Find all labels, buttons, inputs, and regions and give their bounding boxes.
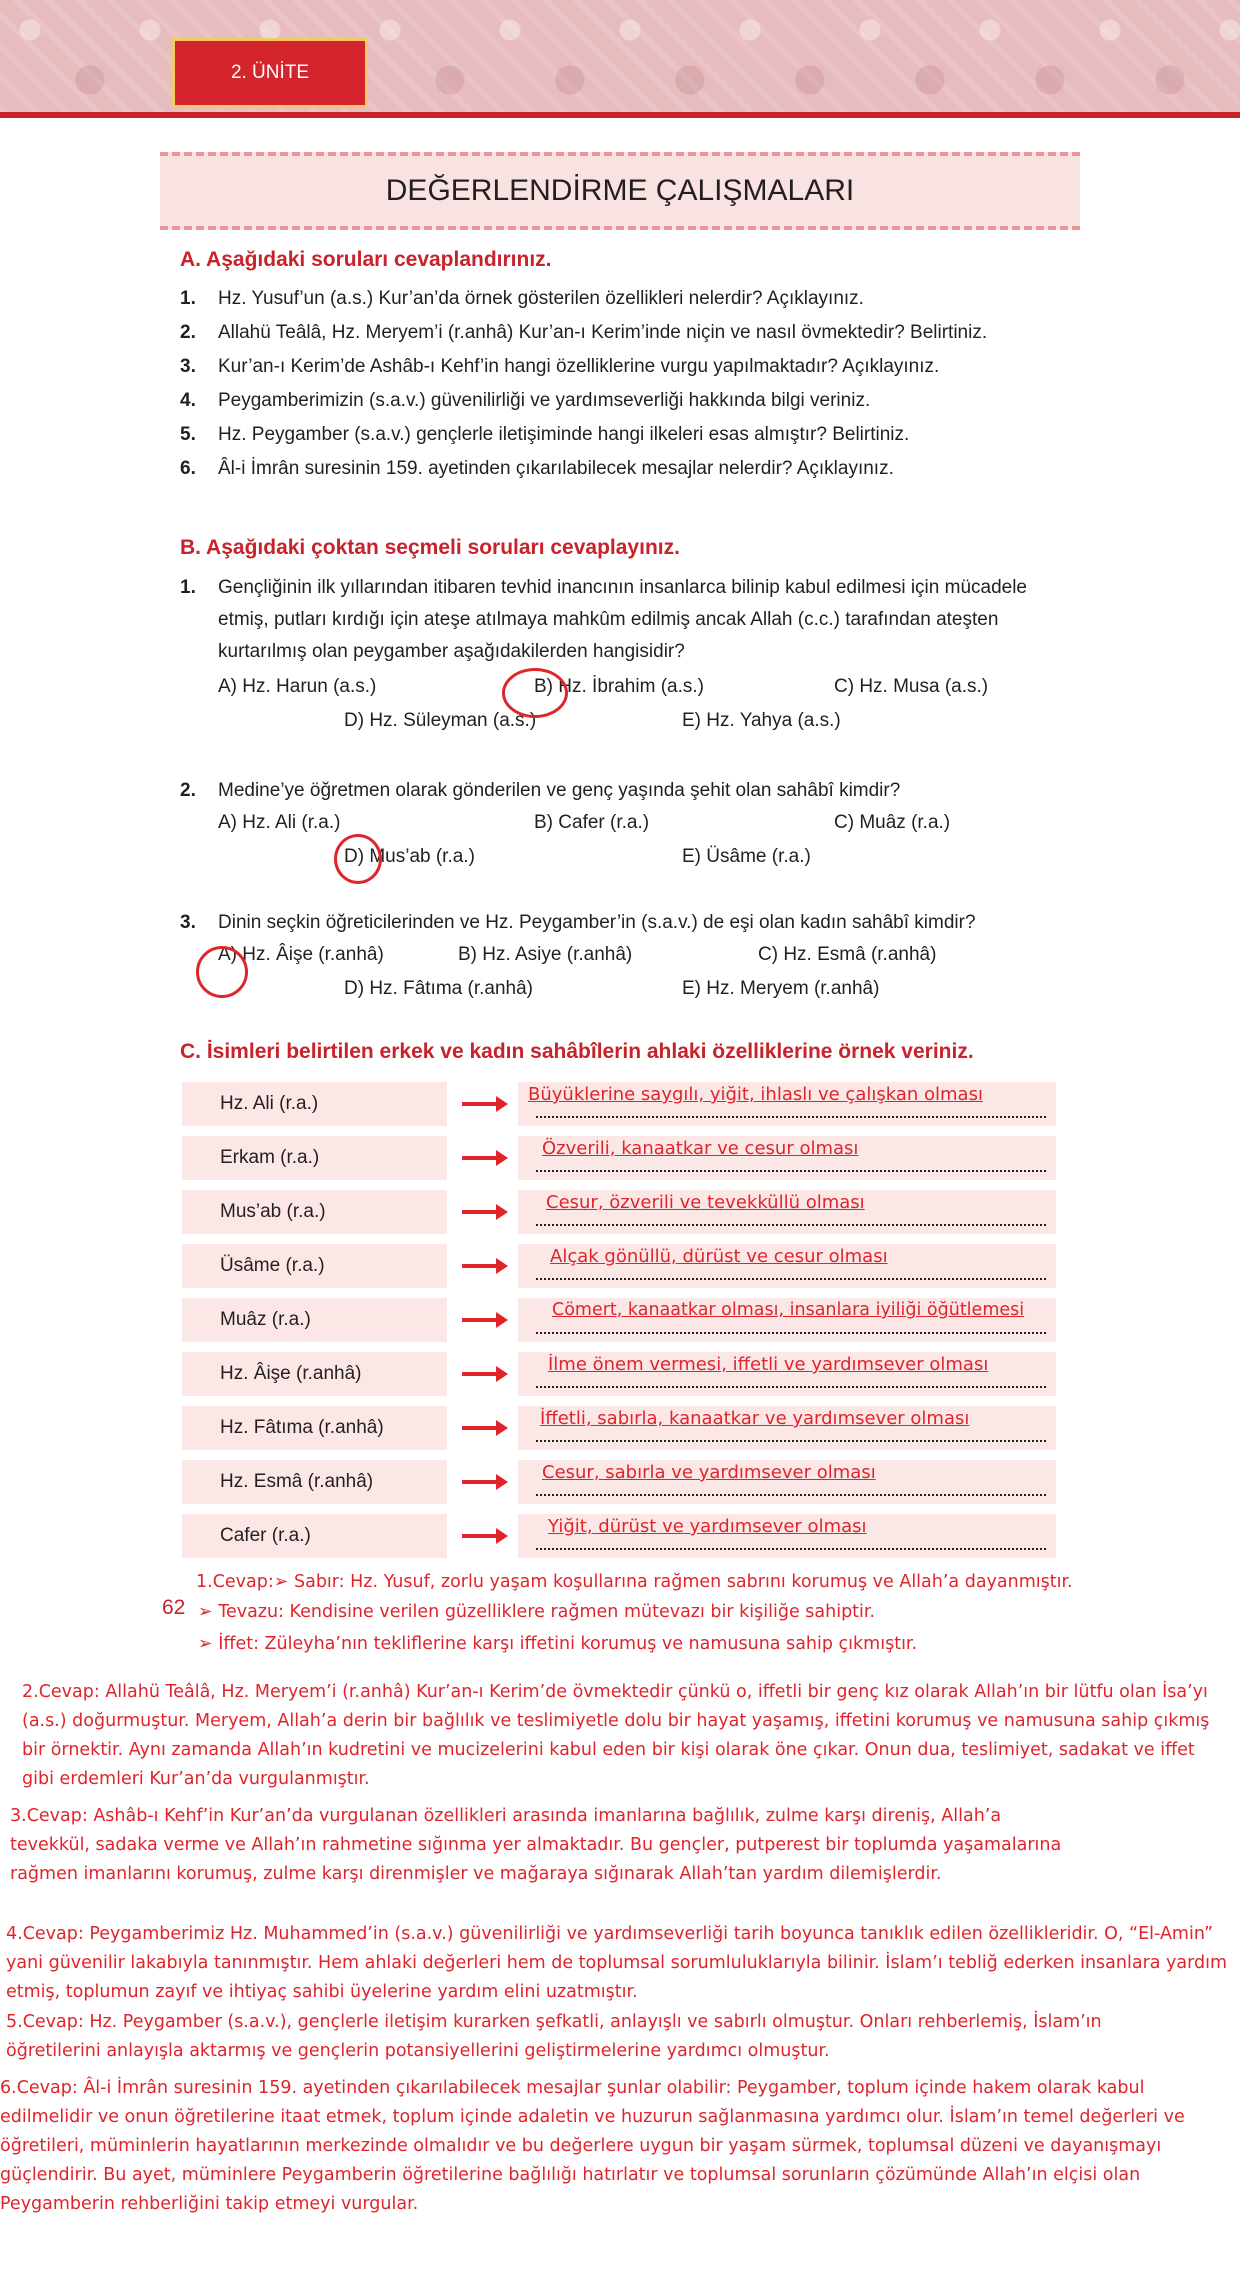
question-number: 4. <box>180 390 196 411</box>
option-c[interactable]: C) Hz. Musa (a.s.) <box>834 676 989 697</box>
answer-circle-mark <box>502 668 568 718</box>
arrow-icon <box>462 1264 502 1268</box>
question-text: Hz. Peygamber (s.a.v.) gençlerle iletişiminde hangi ilkeleri esas almıştır? Belirtiniz. <box>218 424 910 445</box>
option-b[interactable]: B) Hz. İbrahim (a.s.) <box>534 676 704 697</box>
answer-field[interactable] <box>518 1298 1056 1342</box>
arrow-icon <box>462 1426 502 1430</box>
option-d[interactable]: D) Mus’ab (r.a.) <box>344 846 475 867</box>
question-number: 3. <box>180 912 196 933</box>
answer-field[interactable] <box>518 1082 1056 1126</box>
section-c-heading: C. İsimleri belirtilen erkek ve kadın sahâbîlerin ahlaki özelliklerine örnek veriniz. <box>180 1040 974 1063</box>
answer-4: 4.Cevap: Peygamberimiz Hz. Muhammed’in (s.a.v.) güvenilirliği ve yardımseverliği tarih boyunca tanıklık edilen özellikleridir. O, “El-Amin” yani güvenilir lakabıyla tanınmıştır. Hem ahlaki değerleri hem de toplumsal sorumluluklarıyla bilinir. İslam’ı tebliğ ederken insanlara yardım etmiş, toplumun zayıf ve ihtiyaç sahibi üyelerine yardım elini uzatmıştır. <box>6 1924 1228 2002</box>
option-a[interactable]: A) Hz. Harun (a.s.) <box>218 676 377 697</box>
question-number: 2. <box>180 322 196 343</box>
handwritten-answer: İffetli, sabırla, kanaatkar ve yardımsever olması <box>540 1408 970 1429</box>
question-text: Kur’an-ı Kerim’de Ashâb-ı Kehf’in hangi özelliklerine vurgu yapılmaktadır? Açıklayınız. <box>218 356 940 377</box>
option-a[interactable]: A) Hz. Âişe (r.anhâ) <box>218 944 384 965</box>
answer-5: 5.Cevap: Hz. Peygamber (s.a.v.), gençlerle iletişim kurarken şefkatli, anlayışlı ve sabırlı olmuştur. Onları rehberlemiş, İslam’ın öğretilerini anlayışla aktarmış ve gençlerin potansiyellerini geliştirmelerine yardımcı olmuştur. <box>6 2012 1102 2061</box>
handwritten-answer: Alçak gönüllü, dürüst ve cesur olması <box>550 1246 888 1267</box>
unit-label: 2. ÜNİTE <box>172 38 368 108</box>
question-text: Hz. Yusuf’un (a.s.) Kur’an’da örnek gösterilen özellikleri nelerdir? Açıklayınız. <box>218 288 864 309</box>
companion-name: Hz. Esmâ (r.anhâ) <box>182 1460 447 1504</box>
handwritten-answer: Büyüklerine saygılı, yiğit, ihlaslı ve çalışkan olması <box>528 1084 983 1105</box>
companion-name: Hz. Âişe (r.anhâ) <box>182 1352 447 1396</box>
companion-name: Cafer (r.a.) <box>182 1514 447 1558</box>
handwritten-answer: Cesur, özverili ve tevekküllü olması <box>546 1192 865 1213</box>
arrow-icon <box>462 1156 502 1160</box>
handwritten-answer: Özverili, kanaatkar ve cesur olması <box>542 1138 859 1159</box>
answer-1-line: 1.Cevap:➢ Sabır: Hz. Yusuf, zorlu yaşam koşullarına rağmen sabrını korumuş ve Allah’a dayanmıştır. <box>196 1572 1073 1592</box>
companion-name: Hz. Ali (r.a.) <box>182 1082 447 1126</box>
question-number: 6. <box>180 458 196 479</box>
companion-name: Mus’ab (r.a.) <box>182 1190 447 1234</box>
question-number: 1. <box>180 288 196 309</box>
companion-name: Erkam (r.a.) <box>182 1136 447 1180</box>
section-a-heading: A. Aşağıdaki soruları cevaplandırınız. <box>180 248 552 271</box>
answer-2: 2.Cevap: Allahü Teâlâ, Hz. Meryem’i (r.anhâ) Kur’an-ı Kerim’de övmektedir çünkü o, iffetli bir genç kız olarak Allah’ın bir lütfu olan İsa’yı (a.s.) doğurmuştur. Meryem, Allah’a derin bir bağlılık ve teslimiyetle dolu bir hayat yaşamış, iffetini korumuş ve namusuna sahip çıkmış bir örnektir. Aynı zamanda Allah’ın kudretini ve mucizelerini kabul eden bir kişi olarak öne çıkar. Onun dua, teslimiyet, sadakat ve iffet gibi erdemleri Kur’an’da vurgulanmıştır. <box>22 1682 1210 1789</box>
handwritten-answer: Cömert, kanaatkar olması, insanlara iyiliği öğütlemesi <box>552 1300 1025 1320</box>
arrow-icon <box>462 1534 502 1538</box>
option-a[interactable]: A) Hz. Ali (r.a.) <box>218 812 341 833</box>
answer-field[interactable] <box>518 1514 1056 1558</box>
question-number: 1. <box>180 577 196 598</box>
option-e[interactable]: E) Hz. Yahya (a.s.) <box>682 710 841 731</box>
question-number: 3. <box>180 356 196 377</box>
answer-field[interactable] <box>518 1244 1056 1288</box>
answer-circle-mark <box>334 834 382 884</box>
page-number: 62 <box>162 1596 186 1619</box>
companion-name: Üsâme (r.a.) <box>182 1244 447 1288</box>
question-text: Gençliğinin ilk yıllarından itibaren tevhid inancının insanlarca bilinip kabul edilmesi için mücadele etmiş, putları kırdığı için ateşe atılmaya mahkûm edilmiş ancak Allah (c.c.) tarafından ateşten kurtarılmış olan peygamber aşağıdakilerden hangisidir? <box>218 577 1027 662</box>
answer-field[interactable] <box>518 1406 1056 1450</box>
answer-3: 3.Cevap: Ashâb-ı Kehf’in Kur’an’da vurgulanan özellikleri arasında imanlarına bağlılık, zulme karşı direniş, Allah’a tevekkül, sadaka verme ve Allah’ın rahmetine sığınma yer almaktadır. Bu gençler, putperest bir toplumda yaşamalarına rağmen imanlarını korumuş, zulme karşı direnmişler ve mağaraya sığınarak Allah’tan yardım dilemişlerdir. <box>10 1806 1062 1884</box>
arrow-icon <box>462 1102 502 1106</box>
arrow-icon <box>462 1372 502 1376</box>
section-b-heading: B. Aşağıdaki çoktan seçmeli soruları cevaplayınız. <box>180 536 680 559</box>
question-text: Medine’ye öğretmen olarak gönderilen ve genç yaşında şehit olan sahâbî kimdir? <box>218 780 901 801</box>
question-text: Dinin seçkin öğreticilerinden ve Hz. Peygamber’in (s.a.v.) de eşi olan kadın sahâbî kimdir? <box>218 912 976 933</box>
option-b[interactable]: B) Hz. Asiye (r.anhâ) <box>458 944 633 965</box>
answer-field[interactable] <box>518 1352 1056 1396</box>
question-text: Peygamberimizin (s.a.v.) güvenilirliği ve yardımseverliği hakkında bilgi veriniz. <box>218 390 871 411</box>
companion-name: Hz. Fâtıma (r.anhâ) <box>182 1406 447 1450</box>
answer-field[interactable] <box>518 1460 1056 1504</box>
answer-field[interactable] <box>518 1190 1056 1234</box>
header-divider <box>0 112 1240 118</box>
arrow-icon <box>462 1318 502 1322</box>
answer-field[interactable] <box>518 1136 1056 1180</box>
option-c[interactable]: C) Muâz (r.a.) <box>834 812 951 833</box>
answer-6: 6.Cevap: Âl-i İmrân suresinin 159. ayetinden çıkarılabilecek mesajlar şunlar olabilir: Peygamber, toplum içinde hakem olarak kabul edilmelidir ve onun öğretilerine itaat etmek, toplum içinde adaletin ve huzurun sağlanmasına yardımcı olur. İslam’ın temel değerleri ve öğretileri, müminlerin hayatlarının merkezinde olmalıdır ve bu değerlere uygun bir yaşam sürmek, toplumsal düzeni ve dayanışmayı güçlendirir. Bu ayet, müminlere Peygamberin öğretilerine bağlılığı hatırlatır ve toplumsal sorunların çözümünde Allah’ın elçisi olan Peygamberin rehberliğini takip etmeyi vurgular. <box>0 2078 1185 2214</box>
question-text: Âl-i İmrân suresinin 159. ayetinden çıkarılabilecek mesajlar nelerdir? Açıklayınız. <box>218 458 894 479</box>
option-d[interactable]: D) Hz. Fâtıma (r.anhâ) <box>344 978 533 999</box>
option-b[interactable]: B) Cafer (r.a.) <box>534 812 650 833</box>
arrow-icon <box>462 1480 502 1484</box>
option-e[interactable]: E) Hz. Meryem (r.anhâ) <box>682 978 880 999</box>
answer-1-line: ➢ İffet: Züleyha’nın tekliflerine karşı iffetini korumuş ve namusuna sahip çıkmıştır. <box>198 1634 918 1654</box>
answer-circle-mark <box>196 946 248 998</box>
option-e[interactable]: E) Üsâme (r.a.) <box>682 846 811 867</box>
question-number: 5. <box>180 424 196 445</box>
option-d[interactable]: D) Hz. Süleyman (a.s.) <box>344 710 537 731</box>
handwritten-answer: İlme önem vermesi, iffetli ve yardımsever olması <box>548 1354 989 1375</box>
companion-name: Muâz (r.a.) <box>182 1298 447 1342</box>
page-title: DEĞERLENDİRME ÇALIŞMALARI <box>160 152 1080 230</box>
arrow-icon <box>462 1210 502 1214</box>
handwritten-answer: Cesur, sabırla ve yardımsever olması <box>542 1462 876 1483</box>
question-number: 2. <box>180 780 196 801</box>
option-c[interactable]: C) Hz. Esmâ (r.anhâ) <box>758 944 937 965</box>
answer-1-line: ➢ Tevazu: Kendisine verilen güzelliklere rağmen mütevazı bir kişiliğe sahiptir. <box>198 1602 876 1622</box>
handwritten-answer: Yiğit, dürüst ve yardımsever olması <box>548 1516 867 1537</box>
question-text: Allahü Teâlâ, Hz. Meryem’i (r.anhâ) Kur’an-ı Kerim’inde niçin ve nasıl övmektedir? Belirtiniz. <box>218 322 988 343</box>
